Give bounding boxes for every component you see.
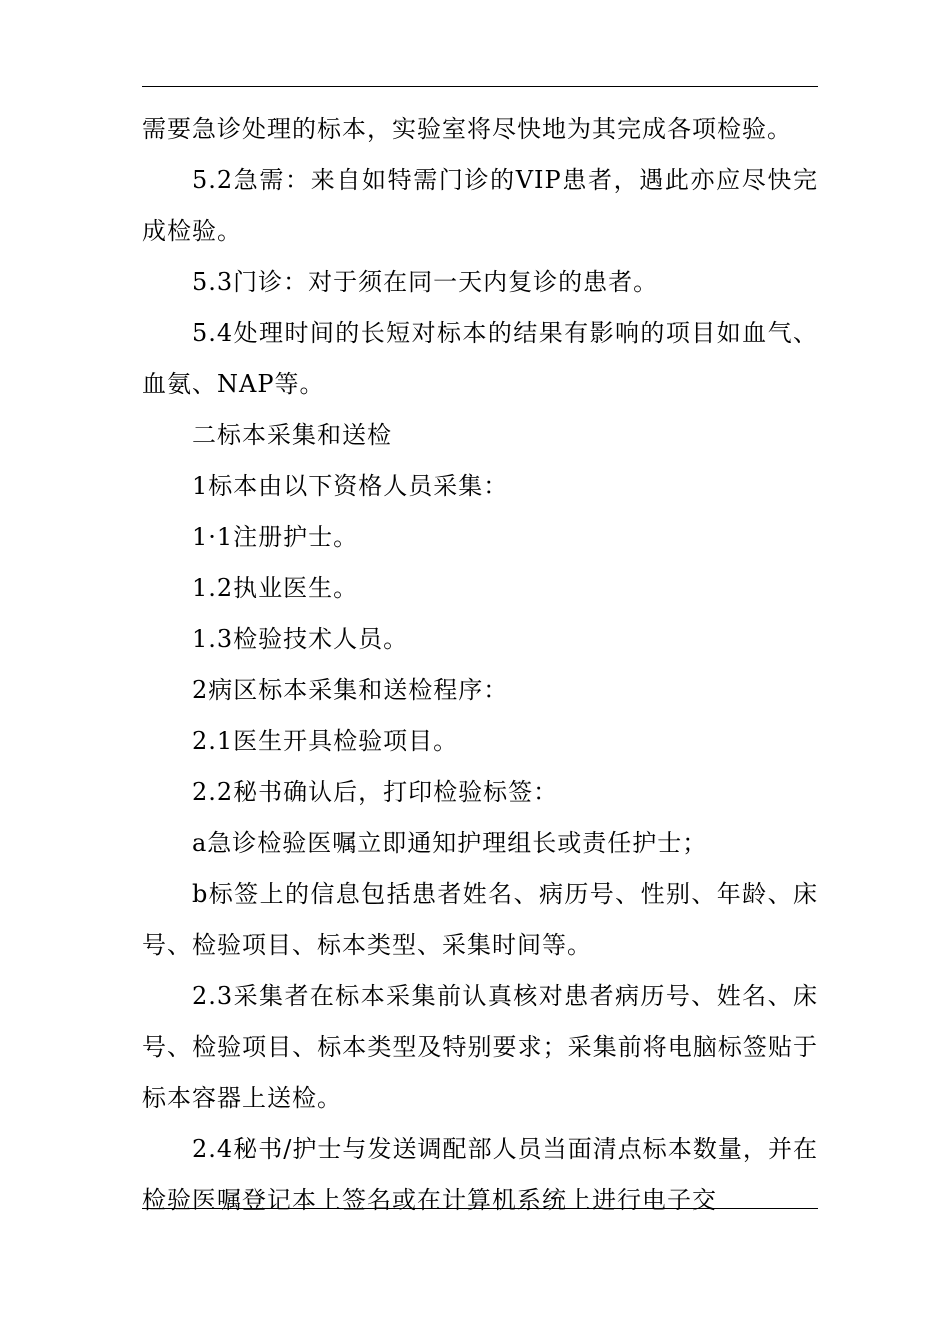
section-heading: 二标本采集和送检 [192,421,392,449]
list-item: 2.3采集者在标本采集前认真核对患者病历号、姓名、床号、检验项目、标本类型及特别要求；采集前将电脑标签贴于标本容器上送检。 [142,982,818,1112]
list-item: b标签上的信息包括患者姓名、病历号、性别、年龄、床号、检验项目、标本类型、采集时间等。 [142,880,818,959]
list-item: a急诊检验医嘱立即通知护理组长或责任护士； [192,829,708,857]
list-item: 1.3检验技术人员。 [192,625,409,653]
footer-rule [142,1208,818,1209]
document-body [142,104,818,1226]
paragraph: 5.2急需：来自如特需门诊的VIP患者，遇此亦应尽快完成检验。 [142,166,818,245]
list-item: 1·1注册护士。 [192,523,359,551]
paragraph: 5.3门诊：对于须在同一天内复诊的患者。 [192,268,659,296]
paragraph: 需要急诊处理的标本，实验室将尽快地为其完成各项检验。 [142,115,792,143]
header-rule [142,86,818,87]
list-item: 2.4秘书/护士与发送调配部人员当面清点标本数量，并在检验医嘱登记本上签名或在计算机系统上进行电子交 [142,1135,818,1214]
list-item: 2.2秘书确认后，打印检验标签： [192,778,559,806]
list-item: 2.1医生开具检验项目。 [192,727,459,755]
list-item: 1.2执业医生。 [192,574,359,602]
paragraph: 1标本由以下资格人员采集： [192,472,509,500]
paragraph: 2病区标本采集和送检程序： [192,676,509,704]
paragraph: 5.4处理时间的长短对标本的结果有影响的项目如血气、血氨、NAP等。 [142,319,818,398]
